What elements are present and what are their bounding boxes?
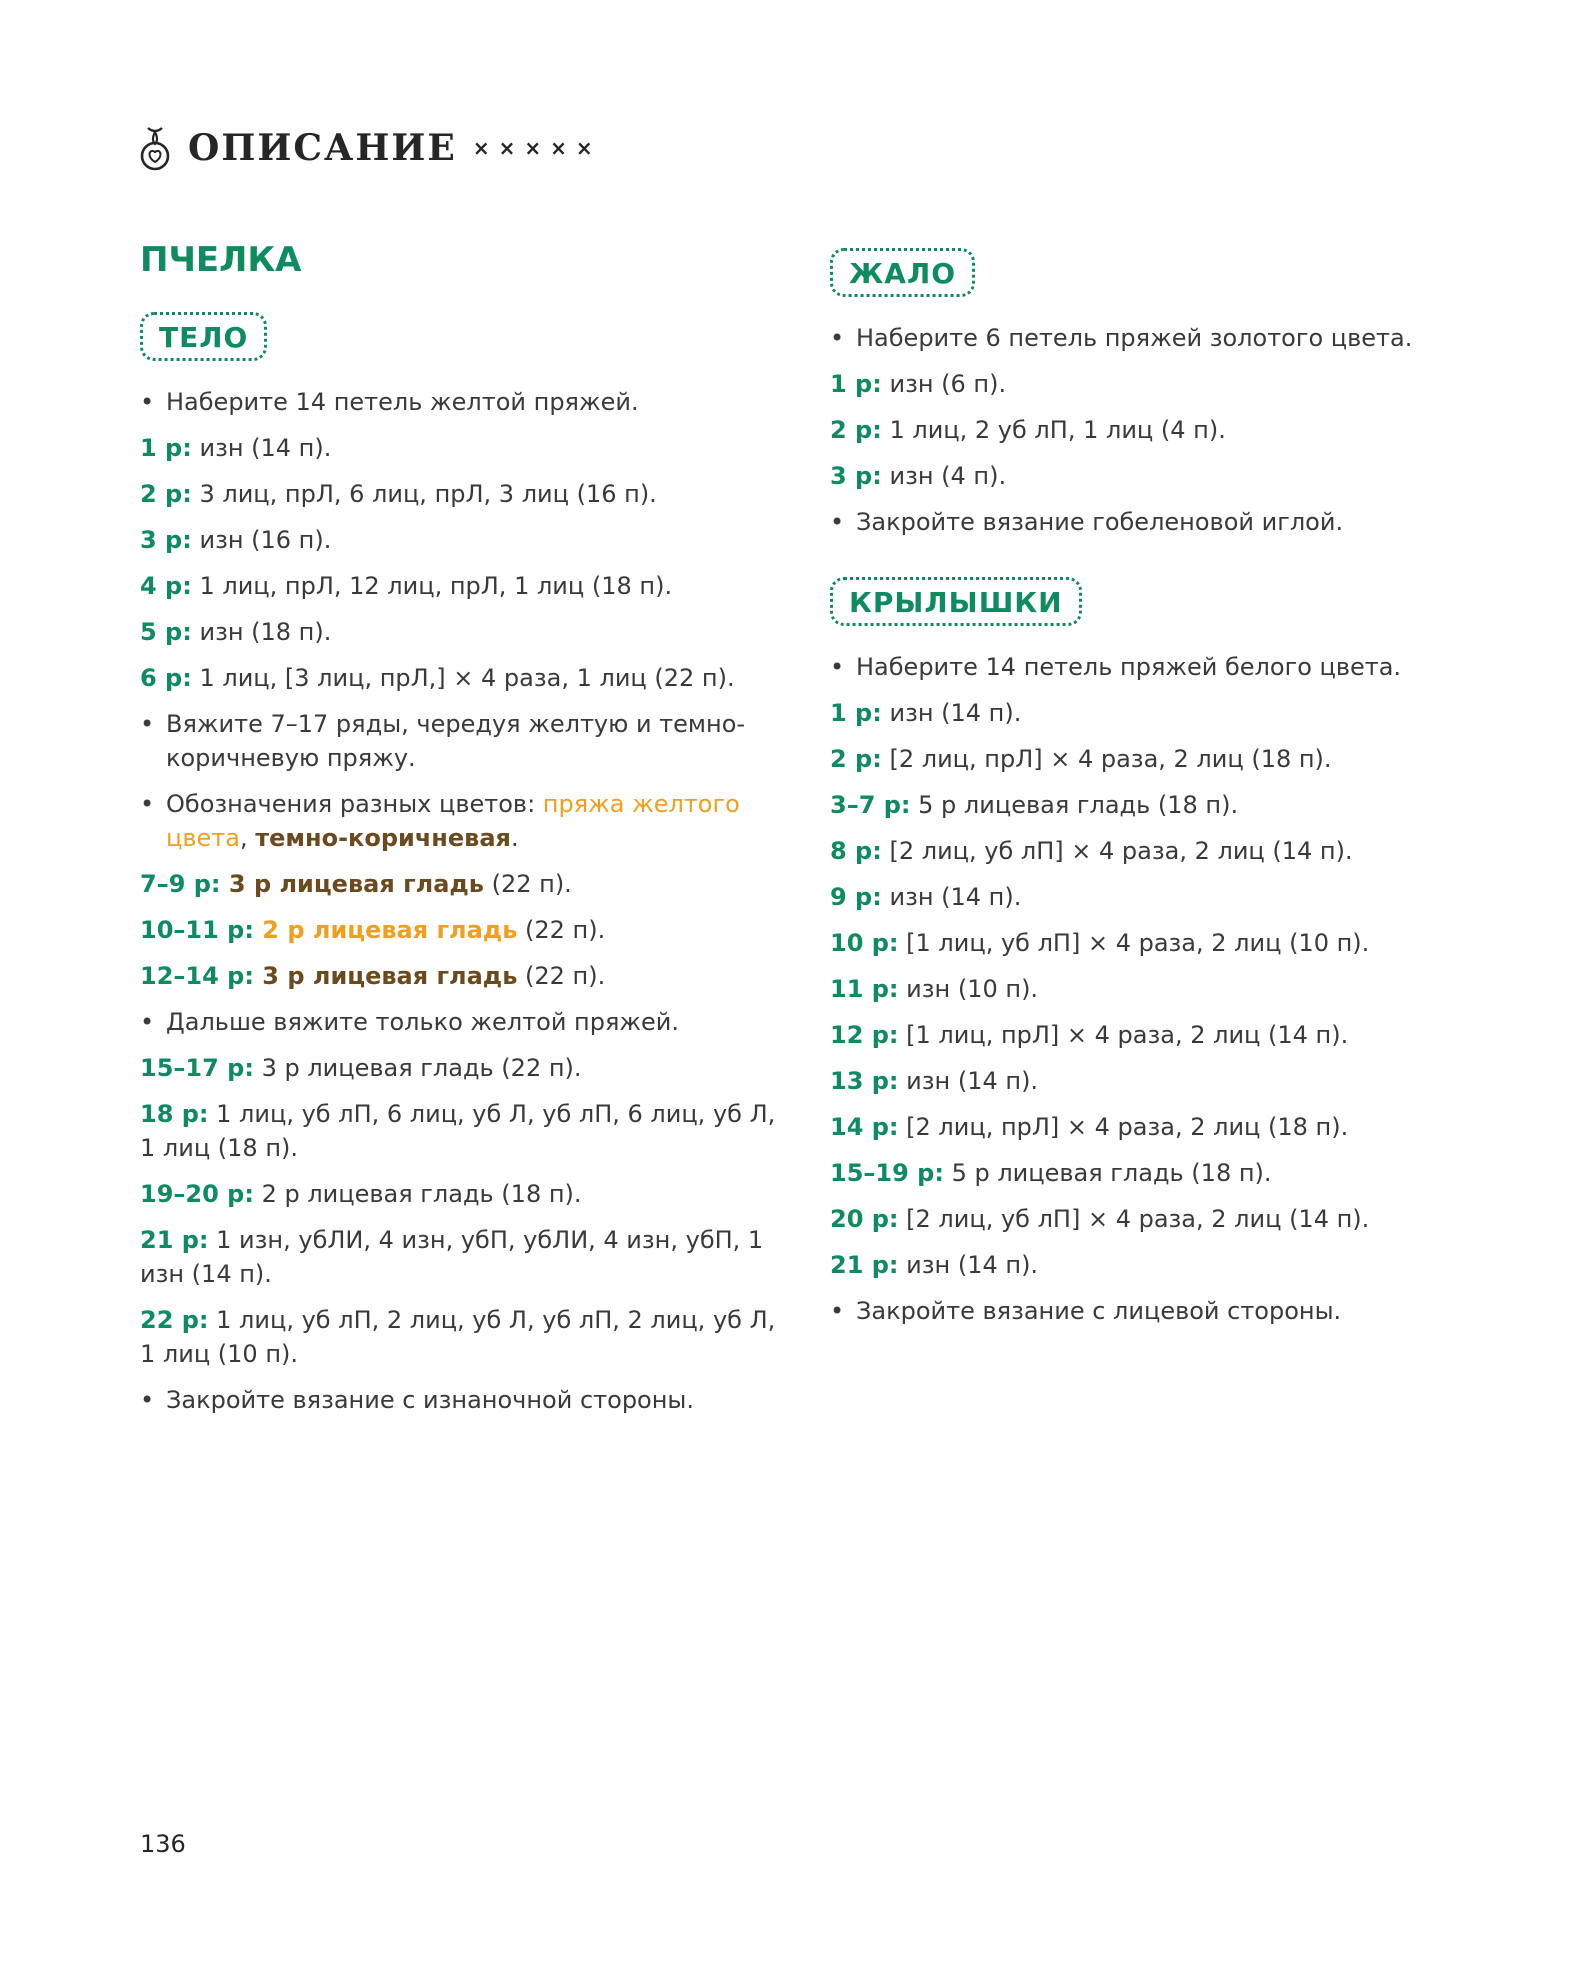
row-instruction: 6 р: 1 лиц, [3 лиц, прЛ,] × 4 раза, 1 лиц (22 п). [140, 664, 735, 692]
page-number: 136 [140, 1830, 186, 1858]
section-tag-stinger: ЖАЛО [830, 248, 975, 297]
row-instruction: 15–17 р: 3 р лицевая гладь (22 п). [140, 1054, 582, 1082]
instruction-bullet: • Наберите 14 петель пряжей белого цвета. [830, 650, 1470, 684]
row-instruction: 9 р: изн (14 п). [830, 883, 1022, 911]
instruction-bullet: • Закройте вязание с изнаночной стороны. [140, 1383, 780, 1417]
row-instruction: 5 р: изн (18 п). [140, 618, 332, 646]
row-instruction: 2 р: 3 лиц, прЛ, 6 лиц, прЛ, 3 лиц (16 п). [140, 480, 657, 508]
row-instruction: 3 р: изн (4 п). [830, 462, 1007, 490]
section-tag-body: ТЕЛО [140, 312, 267, 361]
row-instruction: 22 р: 1 лиц, уб лП, 2 лиц, уб Л, уб лП, 2 лиц, уб Л, 1 лиц (10 п). [140, 1306, 776, 1368]
row-instruction: 21 р: изн (14 п). [830, 1251, 1039, 1279]
row-instruction: 14 р: [2 лиц, прЛ] × 4 раза, 2 лиц (18 п). [830, 1113, 1349, 1141]
instruction-bullet: • Наберите 14 петель желтой пряжей. [140, 385, 780, 419]
color-legend: • Обозначения разных цветов: пряжа желтого цвета, темно-коричневая. [140, 787, 780, 855]
row-instruction: 1 р: изн (14 п). [830, 699, 1022, 727]
row-instruction: 19–20 р: 2 р лицевая гладь (18 п). [140, 1180, 582, 1208]
instruction-bullet: • Наберите 6 петель пряжей золотого цвета. [830, 321, 1470, 355]
color-legend-brown: темно-коричневая [255, 824, 511, 852]
row-instruction: 7–9 р: 3 р лицевая гладь (22 п). [140, 870, 572, 898]
row-instruction: 12 р: [1 лиц, прЛ] × 4 раза, 2 лиц (14 п). [830, 1021, 1349, 1049]
instruction-bullet: • Вяжите 7–17 ряды, чередуя желтую и темно-коричневую пряжу. [140, 707, 780, 775]
row-instruction: 4 р: 1 лиц, прЛ, 12 лиц, прЛ, 1 лиц (18 п). [140, 572, 673, 600]
row-instruction: 3–7 р: 5 р лицевая гладь (18 п). [830, 791, 1239, 819]
section-tag-wings: КРЫЛЫШКИ [830, 577, 1082, 626]
pattern-title: ПЧЕЛКА [140, 240, 302, 280]
page-header [138, 118, 602, 178]
color-legend-yellow: пряжа желтого цвета [166, 790, 740, 852]
instruction-bullet: • Дальше вяжите только желтой пряжей. [140, 1005, 780, 1039]
yarn-ball-icon [138, 124, 172, 172]
row-instruction: 20 р: [2 лиц, уб лП] × 4 раза, 2 лиц (14 п). [830, 1205, 1370, 1233]
right-column [830, 248, 1470, 1340]
row-instruction: 13 р: изн (14 п). [830, 1067, 1039, 1095]
row-instruction: 12–14 р: 3 р лицевая гладь (22 п). [140, 962, 606, 990]
row-instruction: 8 р: [2 лиц, уб лП] × 4 раза, 2 лиц (14 п). [830, 837, 1353, 865]
row-instruction: 2 р: [2 лиц, прЛ] × 4 раза, 2 лиц (18 п). [830, 745, 1332, 773]
row-instruction: 21 р: 1 изн, убЛИ, 4 изн, убП, убЛИ, 4 изн, убП, 1 изн (14 п). [140, 1226, 764, 1288]
row-instruction: 2 р: 1 лиц, 2 уб лП, 1 лиц (4 п). [830, 416, 1226, 444]
header-title: ОПИСАНИЕ [188, 127, 457, 169]
instruction-bullet: • Закройте вязание гобеленовой иглой. [830, 505, 1470, 539]
row-instruction: 18 р: 1 лиц, уб лП, 6 лиц, уб Л, уб лП, 6 лиц, уб Л, 1 лиц (18 п). [140, 1100, 776, 1162]
instruction-bullet: • Закройте вязание с лицевой стороны. [830, 1294, 1470, 1328]
row-instruction: 3 р: изн (16 п). [140, 526, 332, 554]
header-decoration: ××××× [472, 136, 602, 160]
row-instruction: 1 р: изн (6 п). [830, 370, 1007, 398]
left-column [140, 240, 780, 1429]
row-instruction: 11 р: изн (10 п). [830, 975, 1039, 1003]
row-instruction: 1 р: изн (14 п). [140, 434, 332, 462]
row-instruction: 10–11 р: 2 р лицевая гладь (22 п). [140, 916, 606, 944]
row-instruction: 15–19 р: 5 р лицевая гладь (18 п). [830, 1159, 1272, 1187]
row-instruction: 10 р: [1 лиц, уб лП] × 4 раза, 2 лиц (10 п). [830, 929, 1370, 957]
